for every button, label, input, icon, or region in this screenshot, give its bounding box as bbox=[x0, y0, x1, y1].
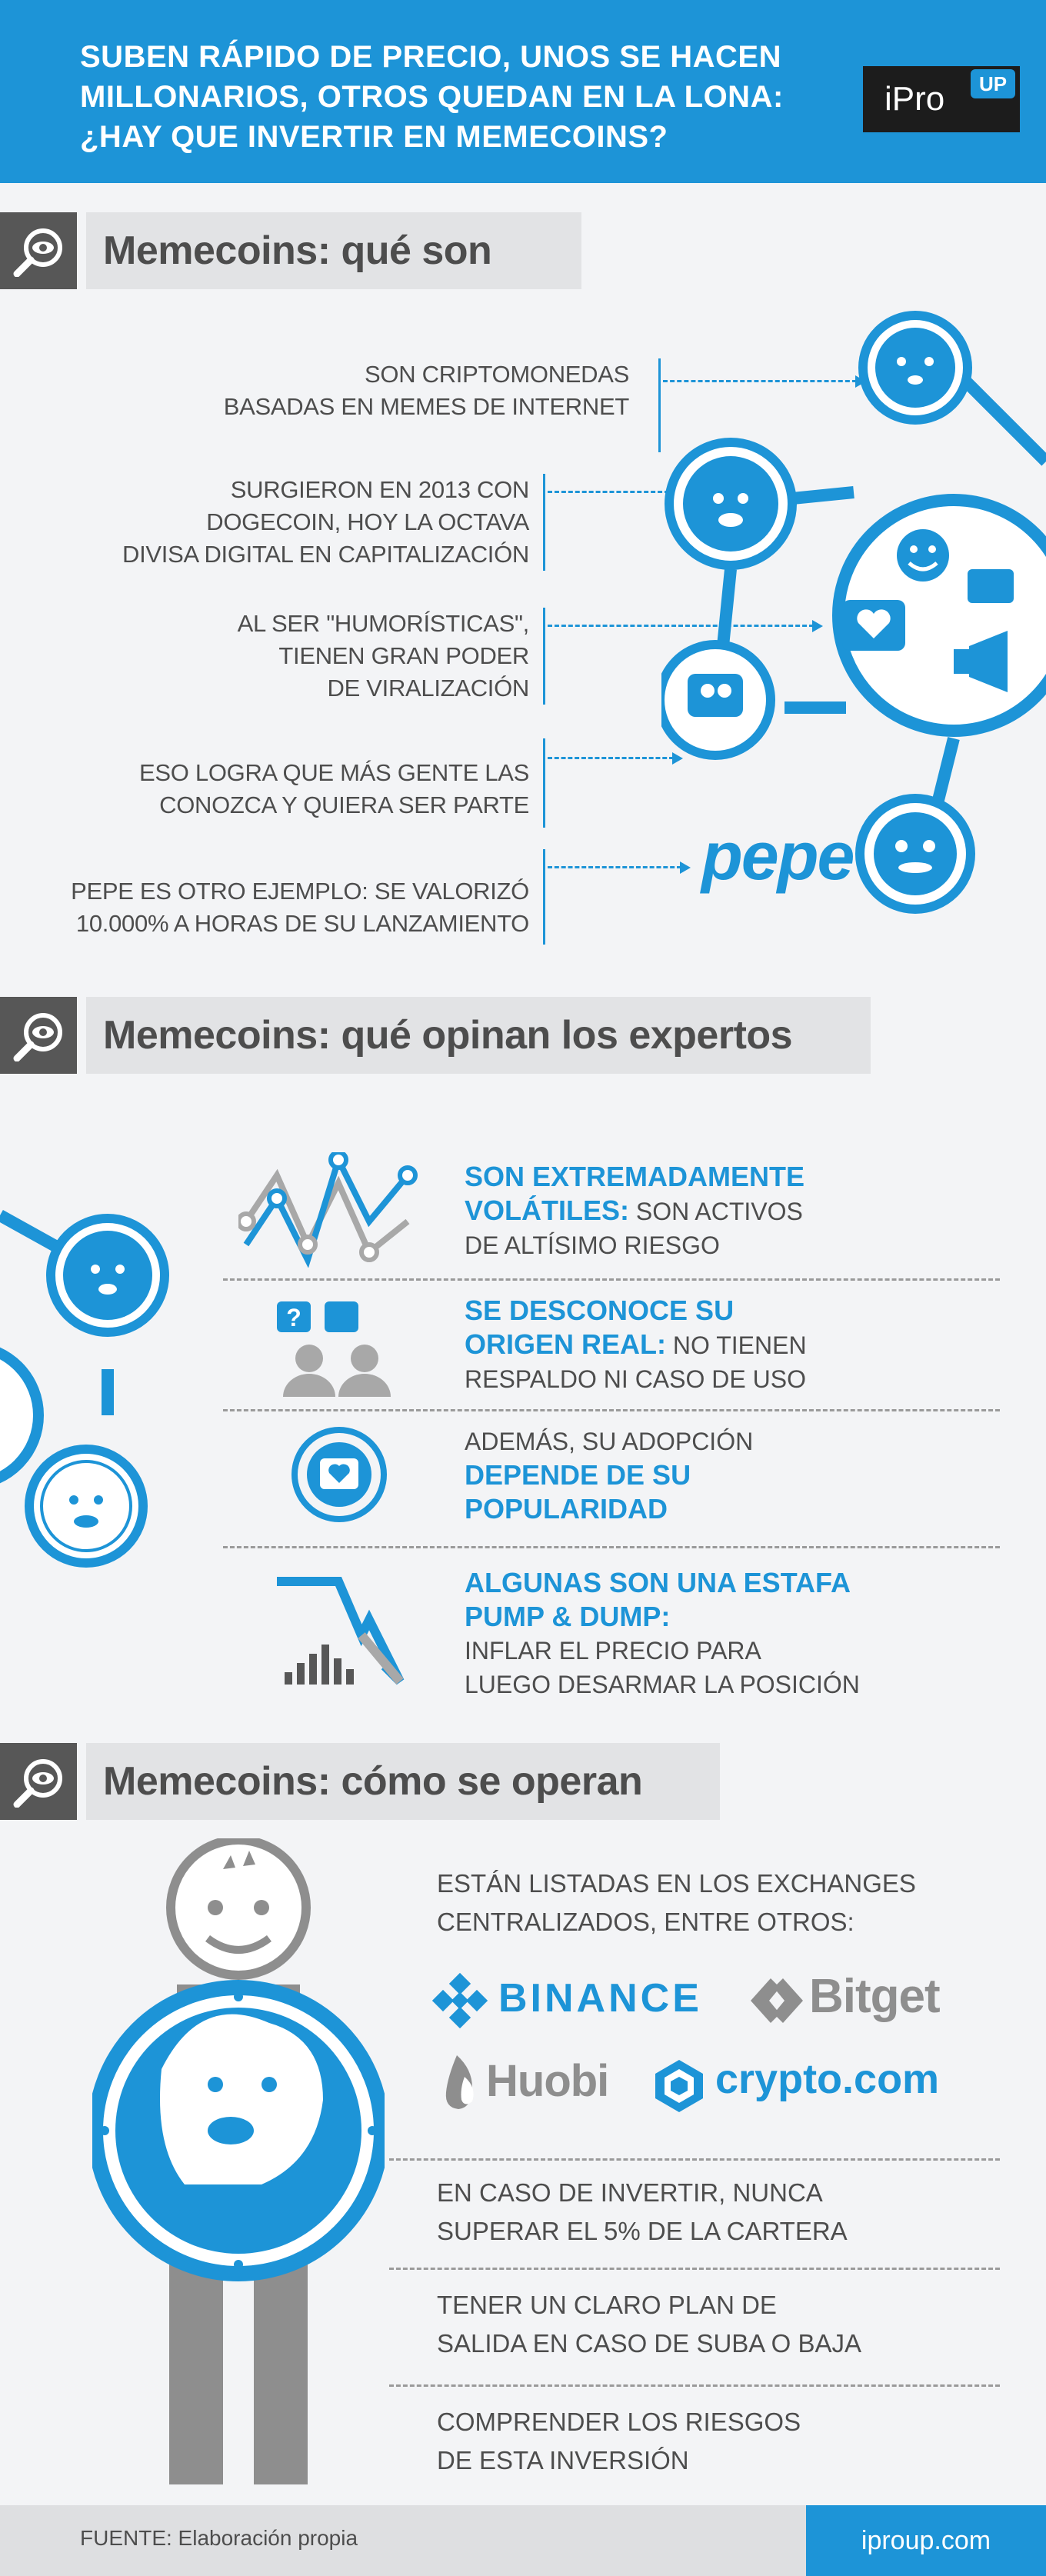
huobi-logo-icon bbox=[441, 2054, 480, 2111]
tip-item: TENER UN CLARO PLAN DE SALIDA EN CASO DE SUBA O BAJA bbox=[437, 2291, 862, 2358]
source-note: FUENTE: Elaboración propia bbox=[80, 2526, 358, 2550]
expert-point: SE DESCONOCE SU ORIGEN REAL: NO TIENEN RESPALDO NI CASO DE USO bbox=[465, 1295, 807, 1393]
bitget-logo-icon bbox=[748, 1975, 806, 2026]
huobi-brand: Huobi bbox=[486, 2056, 609, 2106]
connector-line bbox=[548, 491, 669, 493]
list-item: AL SER "HUMORÍSTICAS", TIENEN GRAN PODER DE VIRALIZACIÓN bbox=[237, 610, 529, 701]
connector-line bbox=[548, 757, 674, 759]
expert-point: ALGUNAS SON UNA ESTAFA PUMP & DUMP: INFLAR EL PRECIO PARA LUEGO DESARMAR LA POSICIÓN bbox=[465, 1567, 860, 1698]
section-title: Memecoins: qué son bbox=[103, 228, 492, 273]
page-title bbox=[80, 37, 864, 157]
logo-badge: UP bbox=[971, 69, 1015, 98]
divider bbox=[543, 608, 545, 705]
volatility-chart-icon bbox=[238, 1152, 423, 1268]
expert-point: ADEMÁS, SU ADOPCIÓN DEPENDE DE SU POPULARIDAD bbox=[465, 1428, 754, 1525]
title-line: ¿HAY QUE INVERTIR EN MEMECOINS? bbox=[80, 120, 668, 154]
magnifier-eye-icon bbox=[0, 212, 77, 289]
expert-point: SON EXTREMADAMENTE VOLÁTILES: SON ACTIVOS DE ALTÍSIMO RIESGO bbox=[465, 1161, 805, 1259]
pepe-wordmark: pepe bbox=[701, 818, 854, 894]
bitget-brand: Bitget bbox=[809, 1970, 940, 2023]
divider bbox=[389, 2158, 1000, 2161]
divider bbox=[543, 849, 545, 945]
coins-network-illustration bbox=[0, 1185, 185, 1569]
list-item: SON CRIPTOMONEDAS BASADAS EN MEMES DE INTERNET bbox=[223, 361, 629, 420]
list-item: ESO LOGRA QUE MÁS GENTE LAS CONOZCA Y QUIERA SER PARTE bbox=[139, 759, 529, 818]
divider bbox=[543, 738, 545, 828]
section-title: Memecoins: cómo se operan bbox=[103, 1759, 643, 1804]
tip-item: EN CASO DE INVERTIR, NUNCA SUPERAR EL 5% DE LA CARTERA bbox=[437, 2178, 848, 2245]
magnifier-eye-icon bbox=[0, 1743, 77, 1820]
binance-logo-icon bbox=[432, 1973, 488, 2028]
svg-text:?: ? bbox=[286, 1304, 301, 1331]
divider bbox=[389, 2384, 1000, 2387]
divider bbox=[389, 2268, 1000, 2270]
crypto-com-brand: crypto.com bbox=[715, 2056, 940, 2102]
unknown-origin-icon bbox=[269, 1298, 408, 1398]
divider bbox=[223, 1409, 1000, 1411]
list-item: SURGIERON EN 2013 CON DOGECOIN, HOY LA OCTAVA DIVISA DIGITAL EN CAPITALIZACIÓN bbox=[122, 476, 529, 568]
title-line: SUBEN RÁPIDO DE PRECIO, UNOS SE HACEN bbox=[80, 40, 781, 74]
divider bbox=[223, 1546, 1000, 1548]
smiley-icon bbox=[897, 529, 949, 582]
list-item: PEPE ES OTRO EJEMPLO: SE VALORIZÓ 10.000% A HORAS DE SU LANZAMIENTO bbox=[71, 878, 529, 937]
magnifier-eye-icon bbox=[0, 997, 77, 1074]
binance-brand: BINANCE bbox=[498, 1976, 702, 2021]
section-title: Memecoins: qué opinan los expertos bbox=[103, 1013, 793, 1058]
divider bbox=[658, 358, 661, 452]
tip-item: COMPRENDER LOS RIESGOS DE ESTA INVERSIÓN bbox=[437, 2408, 801, 2474]
exchanges-intro: ESTÁN LISTADAS EN LOS EXCHANGES CENTRALIZADOS, ENTRE OTROS: bbox=[437, 1869, 916, 1936]
pump-dump-icon bbox=[269, 1574, 415, 1689]
popularity-heart-icon bbox=[289, 1425, 389, 1525]
divider bbox=[223, 1278, 1000, 1281]
logo-text: iPro bbox=[884, 80, 945, 118]
person-holding-coin-illustration bbox=[92, 1838, 385, 2484]
crypto-com-logo-icon bbox=[654, 2058, 705, 2114]
title-line: MILLONARIOS, OTROS QUEDAN EN LA LONA: bbox=[80, 80, 784, 114]
thumbs-up-icon bbox=[968, 569, 1014, 603]
divider bbox=[543, 474, 545, 571]
site-link[interactable]: iproup.com bbox=[806, 2505, 1046, 2576]
